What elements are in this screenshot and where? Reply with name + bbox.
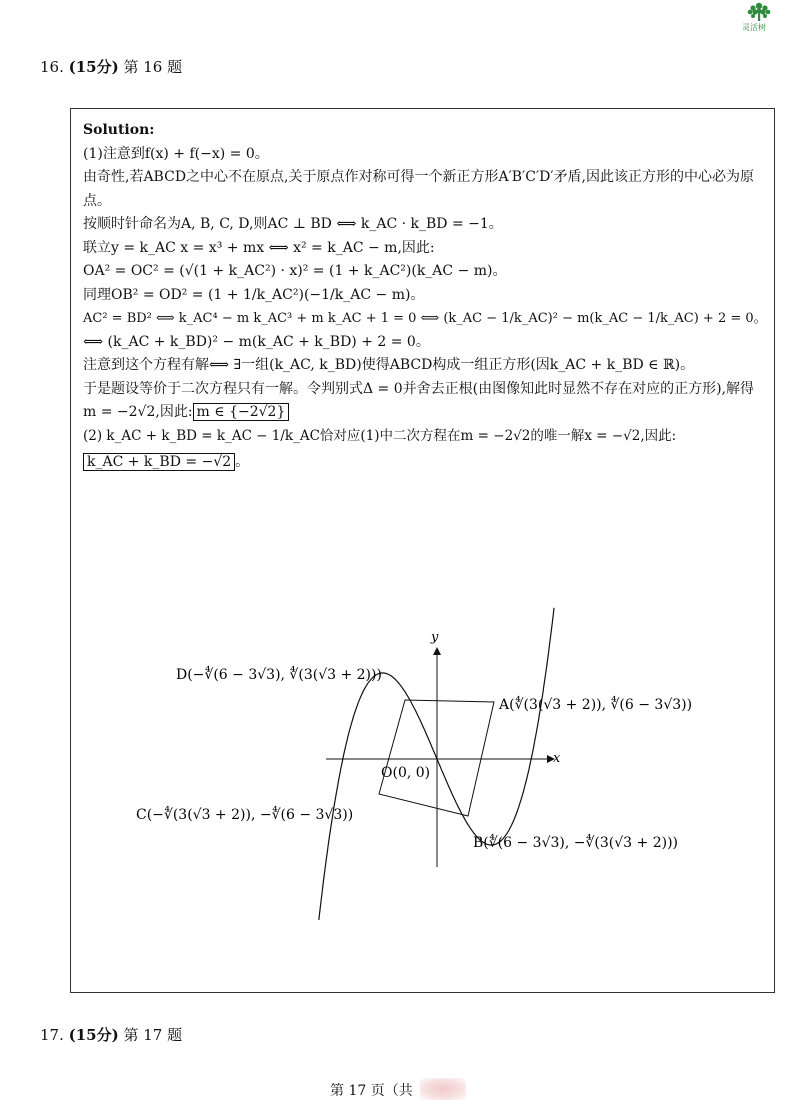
- solution-line-1: (1)注意到f(x) + f(−x) = 0。: [83, 145, 269, 162]
- y-axis-label: y: [431, 630, 439, 645]
- point-a-label: A(∜(3(√3 + 2)), ∜(6 − 3√3)): [499, 697, 693, 713]
- question-points: (15分): [68, 58, 119, 76]
- solution-line-5: OA² = OC² = (√(1 + k_AC²) · x)² = (1 + k_AC²)(k_AC − m)。: [83, 263, 507, 279]
- question-points: (15分): [68, 1026, 119, 1044]
- x-axis-label: x: [553, 751, 561, 766]
- solution-line-6: 同理OB² = OD² = (1 + 1/k_AC²)(−1/k_AC − m)。: [83, 286, 425, 303]
- solution-box: [70, 108, 775, 993]
- solution-line-2: 由奇性,若ABCD之中心不在原点,关于原点作对称可得一个新正方形A′B′C′D′矛盾,因此该正方形的中心必为原点。: [83, 169, 754, 209]
- answer-2-period: 。: [235, 454, 250, 470]
- question-number: 17.: [40, 1026, 64, 1044]
- solution-line-10-text: 于是题设等价于二次方程只有一解。令判别式Δ = 0并舍去正根(由图像知此时显然不存在对应的正方形),解得 m = −2√2,因此:: [83, 380, 755, 420]
- solution-line-9: 注意到这个方程有解⟺ ∃一组(k_AC, k_BD)使得ABCD构成一组正方形(因k_AC + k_BD ∈ ℝ)。: [83, 357, 695, 373]
- point-c-label: C(−∜(3(√3 + 2)), −∜(6 − 3√3)): [136, 807, 354, 823]
- answer-1-box: m ∈ {−2√2}: [193, 403, 290, 421]
- question-title: 第 16 题: [123, 58, 183, 76]
- solution-line-8: ⟺ (k_AC + k_BD)² − m(k_AC + k_BD) + 2 = 0。: [83, 333, 430, 350]
- question-17-heading: [40, 1024, 182, 1045]
- question-number: 16.: [40, 58, 64, 76]
- logo-label: 灵活树: [742, 23, 766, 32]
- page-footer: 第 17 页（共: [330, 1083, 413, 1099]
- point-d-label: D(−∜(6 − 3√3), ∜(3(√3 + 2))): [176, 667, 382, 683]
- solution-line-11: (2) k_AC + k_BD = k_AC − 1/k_AC恰对应(1)中二次方程在m = −2√2的唯一解x = −√2,因此:: [83, 427, 677, 444]
- point-b-label: B(∜(6 − 3√3), −∜(3(√3 + 2))): [473, 835, 679, 851]
- y-axis-arrow: [433, 647, 441, 655]
- solution-line-4: 联立y = k_AC x = x³ + mx ⟺ x² = k_AC − m,因此:: [83, 239, 435, 256]
- solution-title: Solution:: [83, 122, 155, 138]
- answer-2-box: k_AC + k_BD = −√2: [83, 453, 235, 471]
- solution-line-3: 按顺时针命名为A, B, C, D,则AC ⊥ BD ⟺ k_AC · k_BD = −1。: [83, 216, 503, 232]
- question-16-heading: [40, 56, 182, 77]
- question-title: 第 17 题: [123, 1026, 183, 1044]
- function-graph: [71, 109, 776, 994]
- solution-line-7: AC² = BD² ⟺ k_AC⁴ − m k_AC³ + m k_AC + 1 = 0 ⟺ (k_AC − 1/k_AC)² − m(k_AC − 1/k_AC) + 2 = 0。: [83, 311, 767, 326]
- point-o-label: O(0, 0): [381, 765, 431, 781]
